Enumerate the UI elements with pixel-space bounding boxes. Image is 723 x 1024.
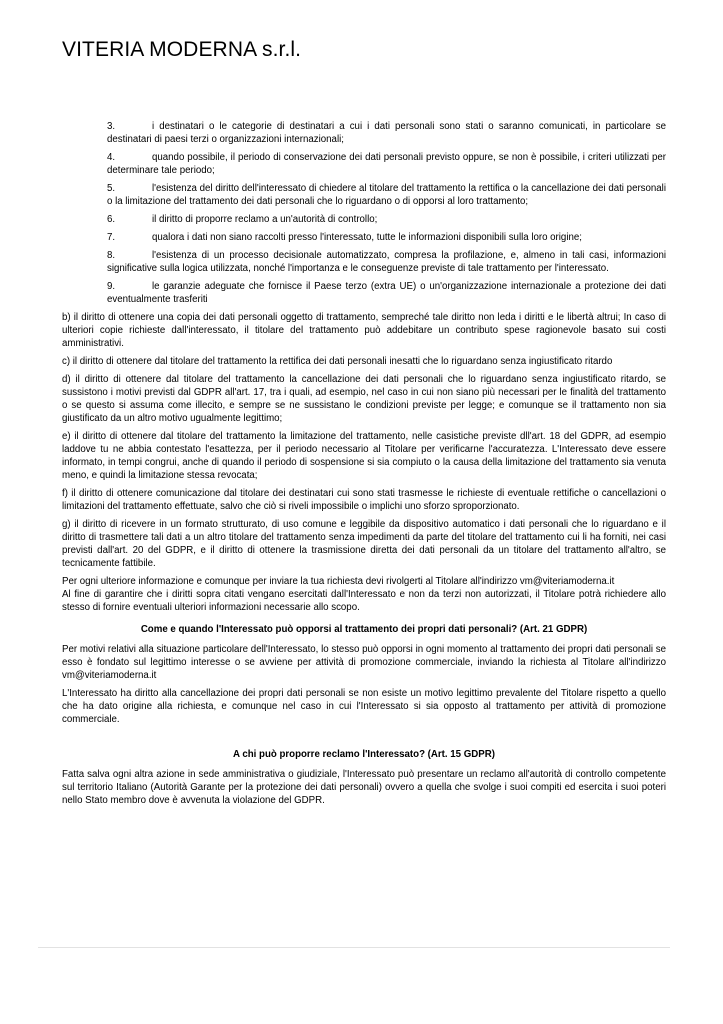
right-g-paragraph: g) il diritto di ricevere in un formato strutturato, di uso comune e leggibile da dispositivo automatico i dati personali che lo riguardano e il diritto di trasmettere tali dati a un altro titolare del trattamento senza impedimenti da parte del titolare del trattamento cui li ha forniti, nei casi previsti dall'art. 20 del GDPR, e il diritto di ottenere la trasmissione diretta dei dati personali da un titolare del trattamento all'altro, se tecnicamente fattibile. bbox=[62, 519, 666, 569]
list-item-text: qualora i dati non siano raccolti presso l'interessato, tutte le informazioni disponibili sulla loro origine; bbox=[152, 232, 582, 243]
footer-divider bbox=[38, 947, 670, 948]
list-item-number: 4. bbox=[107, 152, 116, 163]
list-item-text: il diritto di proporre reclamo a un'autorità di controllo; bbox=[152, 214, 378, 225]
list-item bbox=[62, 151, 666, 177]
list-item bbox=[62, 280, 666, 306]
list-item-text: l'esistenza del diritto dell'interessato di chiedere al titolare del trattamento la rettifica o la cancellazione dei dati personali o la limitazione del trattamento dei dati personali che lo riguardano o di opporsi al loro trattamento; bbox=[107, 183, 666, 207]
list-item bbox=[62, 213, 666, 226]
complaint-paragraph: Fatta salva ogni altra azione in sede amministrativa o giudiziale, l'Interessato può presentare un reclamo all'autorità di controllo competente sul territorio Italiano (Autorità Garante per la protezione dei dati personali) ovvero a quella che svolge i suoi compiti ed esercita i suoi poteri nello Stato membro dove è avvenuta la violazione del GDPR. bbox=[62, 769, 666, 806]
right-c-paragraph: c) il diritto di ottenere dal titolare del trattamento la rettifica dei dati personali inesatti che lo riguardano senza ingiustificato ritardo bbox=[62, 356, 613, 367]
list-item-number: 5. bbox=[107, 183, 116, 194]
list-item-text: l'esistenza di un processo decisionale automatizzato, compresa la profilazione, e, almeno in tali casi, informazioni significative sulla logica utilizzata, nonché l'importanza e le conseguenze previste di tale trattamento per l'interessato. bbox=[107, 250, 666, 274]
right-e-paragraph: e) il diritto di ottenere dal titolare del trattamento la limitazione del trattamento, nelle casistiche previste dll'art. 18 del GDPR, ad esempio laddove tu ne abbia contestato l'esattezza, per il periodo necessario al Titolare per verificarne l'accuratezza. L'Interessato deve essere informato, in tempi congrui, anche di quando il periodo di sospensione si sia compiuto o la causa della limitazione del trattamento sia venuta meno, e quindi la limitazione stessa revocata; bbox=[62, 431, 666, 481]
right-d-paragraph: d) il diritto di ottenere dal titolare del trattamento la cancellazione dei dati personali che lo riguardano senza ingiustificato ritardo, se sussistono i motivi previsti dal GDPR all'art. 17, tra i quali, ad esempio, nel caso in cui non siano più necessari per le finalità del trattamento o se questo si assuma come illecito, e sempre se ne sussistano le condizioni previste per legge; e comunque se il trattamento non sia giustificato da un altro motivo ugualmente legittimo; bbox=[62, 374, 666, 424]
list-item bbox=[62, 120, 666, 146]
document-body bbox=[62, 120, 666, 812]
opposition-paragraph-1: Per motivi relativi alla situazione particolare dell'Interessato, lo stesso può opporsi in ogni momento al trattamento dei propri dati personali se esso è fondato sul legittimo interesse o se avviene per attività di promozione commerciale, inviando la richiesta al Titolare all'indirizzo vm@viteriamoderna.it bbox=[62, 644, 666, 681]
list-item bbox=[62, 249, 666, 275]
list-item-number: 9. bbox=[107, 281, 116, 292]
opposition-paragraph-2: L'Interessato ha diritto alla cancellazione dei propri dati personali se non esiste un motivo legittimo prevalente del Titolare rispetto a quello che ha dato origine alla richiesta, e comunque nel caso in cui l'Interessato si sia opposto al trattamento per attività di promozione commerciale. bbox=[62, 688, 666, 725]
list-item-text: le garanzie adeguate che fornisce il Paese terzo (extra UE) o un'organizzazione internazionale a protezione dei dati eventualmente trasferiti bbox=[107, 281, 666, 305]
list-item-number: 3. bbox=[107, 121, 116, 132]
list-item-text: i destinatari o le categorie di destinatari a cui i dati personali sono stati o saranno comunicati, in particolare se destinatari di paesi terzi o organizzazioni internazionali; bbox=[107, 121, 666, 145]
verification-paragraph: Al fine di garantire che i diritti sopra citati vengano esercitati dall'Interessato e non da terzi non autorizzati, il Titolare potrà richiedere allo stesso di fornire eventuali ulteriori informazioni necessarie allo scopo. bbox=[62, 589, 666, 613]
right-f-paragraph: f) il diritto di ottenere comunicazione dal titolare dei destinatari cui sono stati trasmesse le richieste di eventuale rettifiche o cancellazioni o limitazioni del trattamento effettuate, salvo che ciò si riveli impossibile o implichi uno sforzo sproporzionato. bbox=[62, 488, 666, 512]
list-item bbox=[62, 182, 666, 208]
company-name: VITERIA MODERNA s.r.l. bbox=[62, 38, 302, 61]
list-item-number: 6. bbox=[107, 214, 116, 225]
right-b-paragraph: b) il diritto di ottenere una copia dei dati personali oggetto di trattamento, sempreché tale diritto non leda i diritti e le libertà altrui; In caso di ulteriori copie richieste dall'interessato, il titolare del trattamento può addebitare un contributo spese ragionevole basato sui costi amministrativi. bbox=[62, 312, 666, 349]
opposition-heading: Come e quando l'Interessato può opporsi al trattamento dei propri dati personali? (Art. 21 GDPR) bbox=[140, 624, 588, 635]
contact-paragraph: Per ogni ulteriore informazione e comunque per inviare la tua richiesta devi rivolgerti al Titolare all'indirizzo vm@viteriamoderna.it bbox=[62, 576, 615, 587]
complaint-heading: A chi può proporre reclamo l'Interessato? (Art. 15 GDPR) bbox=[233, 749, 495, 760]
list-item-number: 8. bbox=[107, 250, 116, 261]
list-item-text: quando possibile, il periodo di conservazione dei dati personali previsto oppure, se non è possibile, i criteri utilizzati per determinare tale periodo; bbox=[107, 152, 666, 176]
list-item-number: 7. bbox=[107, 232, 116, 243]
list-item bbox=[62, 231, 666, 244]
